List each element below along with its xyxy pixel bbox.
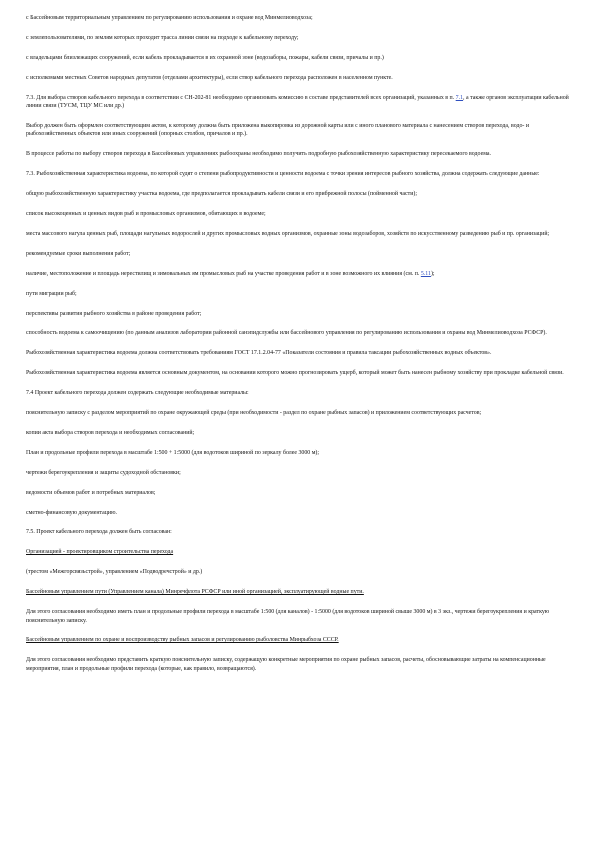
- paragraph-text: наличие, местоположение и площадь нерестилищ и зимовальных ям промысловых рыб на участке проведения работ и в зоне возможного их влияния (см. п.: [26, 270, 421, 277]
- paragraph-text: 7.3. Для выбора створов кабельного перехода в соответствии с СН-202-81 необходимо организовать комиссию в составе представителей всех организаций, указанных в п.: [26, 94, 456, 101]
- paragraph-text: , а также органов эксплуатации кабельной линии связи (ТУСМ, ТЦУ МС или др.): [26, 94, 569, 110]
- section-reference-link[interactable]: 7.1: [455, 94, 464, 101]
- document-page: [26, 14, 571, 685]
- paragraph: [26, 250, 571, 258]
- paragraph-text: с исполкомами местных Советов народных депутатов (отделами архитектуры), если створ кабельного перехода расположен в населенном пункте.: [26, 74, 393, 81]
- paragraph-text: Рыбохозяйственная характеристика водоема является основным документом, на основании которого можно прогнозировать ущерб, который может быть нанесен рыбному хозяйству при прокладке кабельной связи.: [26, 370, 564, 377]
- paragraph-text: Для этого согласования необходимо иметь план и продольные профили перехода в масштабе 1:500 (для каналов) - 1:5000 (для водотоков шириной свыше 3000 м) в 3 экз., чертежи берегоукрепления и краткую пояснительную записку.: [26, 609, 550, 624]
- underlined-heading: Бассейновым управлением пути (Управлением канала) Минречфлота РСФСР или иной организацией, эксплуатирующей водные пути.: [26, 589, 364, 596]
- paragraph: [26, 94, 571, 111]
- paragraph-text: с Бассейновым территориальным управлением по регулированию использования и охране вод Минмелиоводхоза;: [26, 15, 313, 21]
- paragraph: [26, 34, 571, 42]
- paragraph-text: с землепользователями, по землям которых проходит трасса линии связи на подходе к кабельному переходу;: [26, 34, 299, 41]
- paragraph: [26, 54, 571, 62]
- paragraph-text: Выбор должен быть оформлен соответствующим актом, к которому должна быть приложена выкопировка из дорожной карты или с иного планового материала с нанесением створов перехода, водо- и рыбохозяйственных объектов или иных сооружений (опорных столбов, причалов и пр.).: [26, 122, 529, 138]
- paragraph-text: с владельцами близлежащих сооружений, если кабель прокладывается в их охранной зоне (водозаборы, пожары, кабели связи, причалы и пр.): [26, 54, 384, 61]
- paragraph-text: );: [430, 270, 435, 277]
- paragraph-text: пути миграции рыб;: [26, 290, 77, 297]
- paragraph-text: Для этого согласования необходимо представить краткую пояснительную записку, содержащую конкретные мероприятия по охране рыбных запасов, расчеты, обосновывающие затраты на компенсационные мероприятия, план и продольные профили перехода (которые, как правило, возвращаются).: [26, 657, 546, 672]
- paragraph-text: общую рыбохозяйственную характеристику участка водоема, где предполагается прокладывать кабели связи и его прибрежной полосы (пойменной части);: [26, 191, 417, 198]
- paragraph: [26, 290, 571, 298]
- paragraph: [26, 429, 571, 437]
- paragraph: [26, 636, 571, 644]
- paragraph: [26, 656, 571, 673]
- paragraph: [26, 230, 571, 238]
- paragraph: [26, 528, 571, 536]
- paragraph: [26, 489, 571, 497]
- paragraph: [26, 409, 571, 417]
- paragraph: [26, 170, 571, 178]
- paragraph-text: В процессе работы по выбору створов перехода в Бассейновых управлениях рыбоохраны необходимо получить подробную рыбохозяйственную характеристику пересекаемого водоема.: [26, 151, 491, 158]
- paragraph: [26, 509, 571, 517]
- paragraph: [26, 190, 571, 198]
- section-reference-link[interactable]: 5.11: [420, 270, 431, 277]
- paragraph: [26, 74, 571, 82]
- paragraph-text: рекомендуемые сроки выполнения работ;: [26, 250, 131, 257]
- paragraph: [26, 270, 571, 278]
- paragraph: [26, 449, 571, 457]
- paragraph: [26, 349, 571, 357]
- paragraph-text: 7.5. Проект кабельного перехода должен быть согласован:: [26, 529, 172, 536]
- paragraph-text: 7.3. Рыбохозяйственная характеристика водоема, по которой судят о степени рыбопродуктивности и ценности водоема с точки зрения интересов рыбного хозяйства, должна содержать следующие данные:: [26, 171, 540, 178]
- paragraph: [26, 210, 571, 218]
- paragraph-text: (трестом «Межгорсвязьстрой», управлением «Подводречстрой» и др.): [26, 569, 203, 576]
- paragraph-text: копии акта выбора створов перехода и необходимых согласований;: [26, 429, 195, 436]
- paragraph-text: места массового нагула ценных рыб, площади нагульных водорослей и других промысловых водных организмов, охранные зоны водозаборов, хозяйств по искусственному разведению рыб и пр. организаций;: [26, 230, 550, 237]
- underlined-heading: Организацией - проектировщиком строительства перехода: [26, 549, 174, 556]
- paragraph-text: способность водоема к самоочищению (по данным анализов лаборатории районной санэпидслужбы или бассейнового управления по регулированию использования и охраны вод Минмелиоводхоза РСФСР).: [26, 330, 547, 337]
- paragraph: [26, 588, 571, 596]
- paragraph-text: Рыбохозяйственная характеристика водоема должна соответствовать требованиям ГОСТ 17.1.2.04-77 «Показатели состояния и правила таксации рыбохозяйственных водных объектов».: [26, 350, 492, 357]
- paragraph: [26, 14, 571, 22]
- paragraph-text: сметно-финансовую документацию.: [26, 509, 117, 516]
- paragraph-text: перспективы развития рыбного хозяйства в районе проведения работ;: [26, 310, 202, 317]
- paragraph: [26, 150, 571, 158]
- paragraph: [26, 608, 571, 625]
- paragraph: [26, 548, 571, 556]
- paragraph: [26, 122, 571, 139]
- paragraph-text: пояснительную записку с разделом мероприятий по охране окружающей среды (при необходимости - раздел по охране рыбных запасов) и приложением соответствующих расчетов;: [26, 410, 482, 417]
- paragraph: [26, 469, 571, 477]
- paragraph-text: План и продольные профили перехода в масштабе 1:500 + 1:5000 (для водотоков шириной по зеркалу более 3000 м);: [26, 449, 320, 456]
- paragraph: [26, 389, 571, 397]
- paragraph-text: список высокоценных и ценных видов рыб и промысловых организмов, обитающих в водоеме;: [26, 210, 266, 217]
- underlined-heading: Бассейновым управлением по охране и воспроизводству рыбных запасов и регулированию рыболовства Минрыбхоза СССР.: [26, 637, 339, 644]
- paragraph: [26, 369, 571, 377]
- paragraph: [26, 329, 571, 337]
- paragraph: [26, 310, 571, 318]
- paragraph-text: 7.4 Проект кабельного перехода должен содержать следующие необходимые материалы:: [26, 390, 249, 397]
- paragraph-text: ведомости объемов работ и потребных материалов;: [26, 489, 156, 496]
- paragraph-text: чертежи берегоукрепления и защиты судоходной обстановки;: [26, 469, 181, 476]
- paragraph: [26, 568, 571, 576]
